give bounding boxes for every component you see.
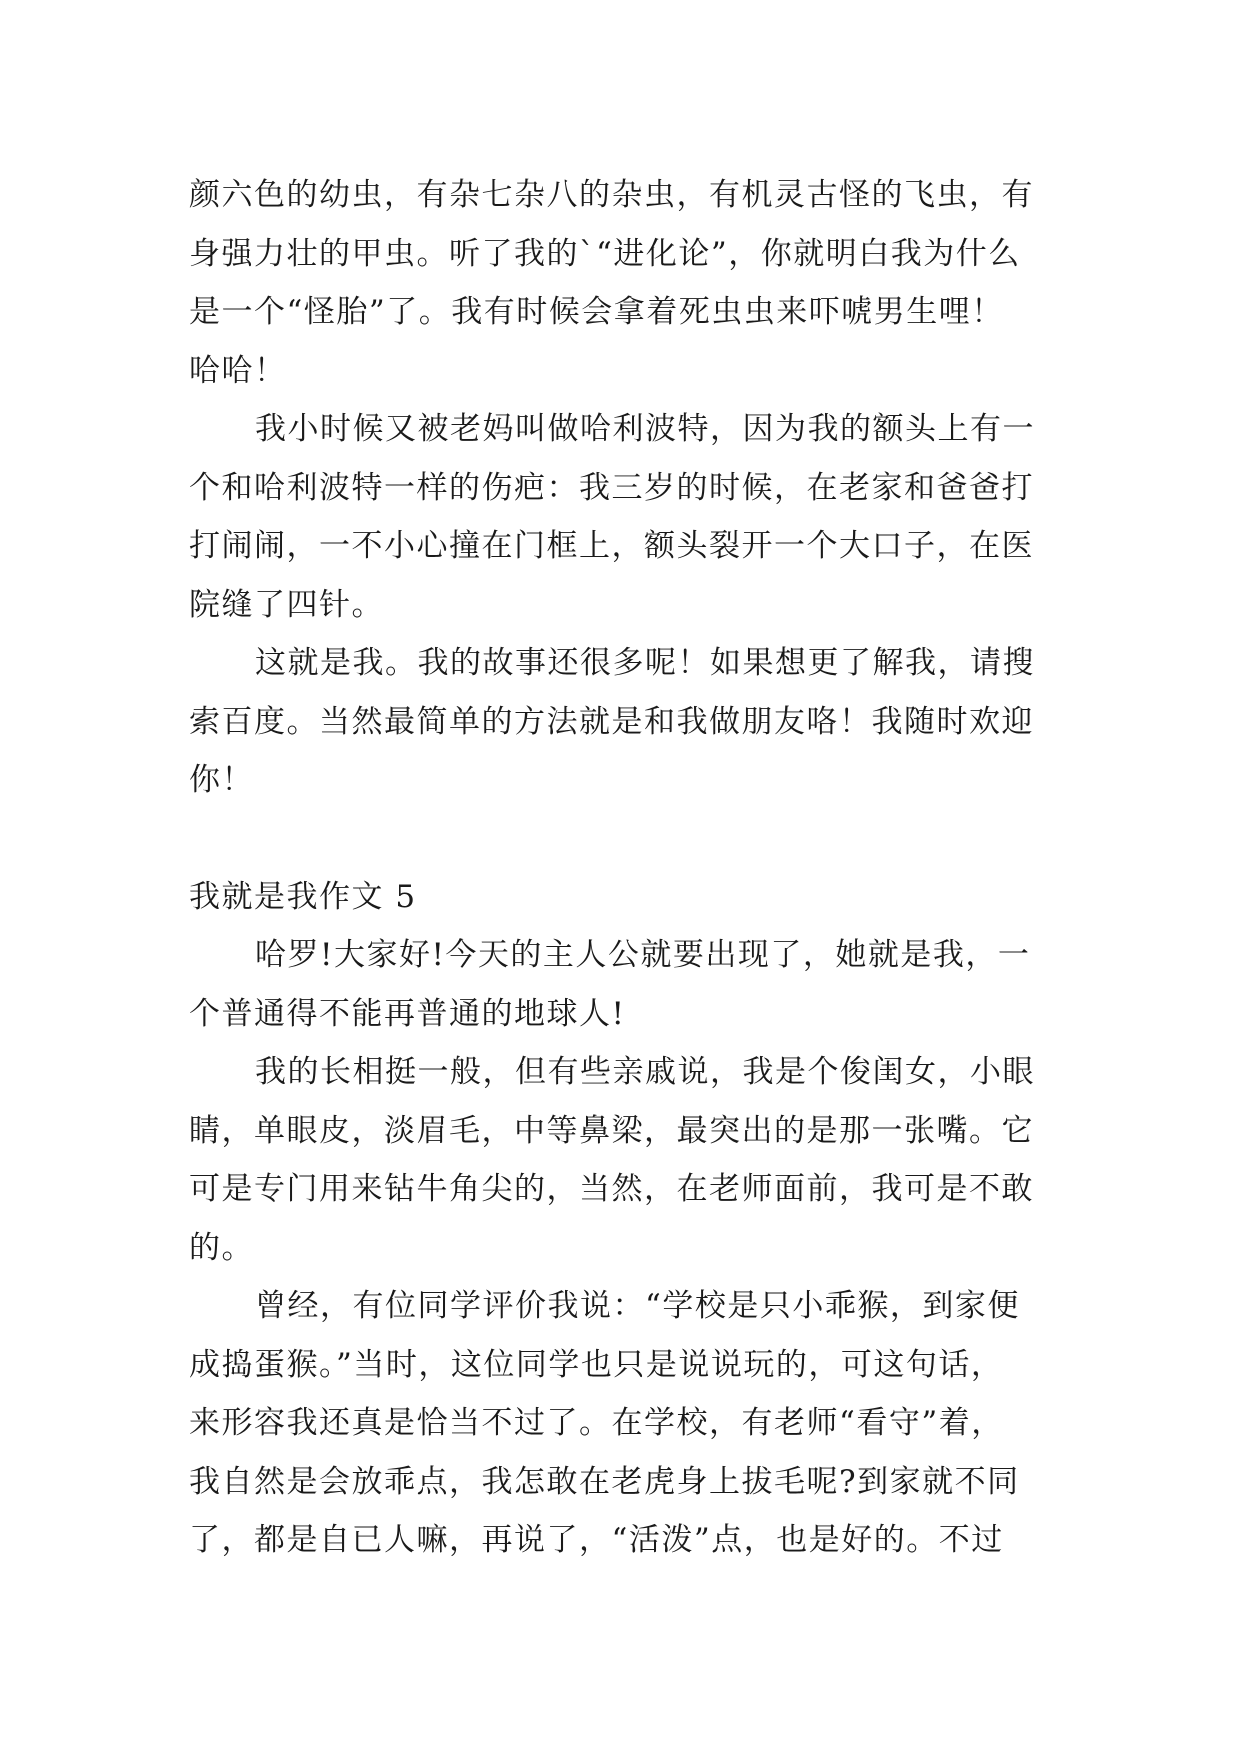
text-line: 曾经，有位同学评价我说：“学校是只小乖猴，到家便	[255, 1288, 1020, 1324]
text-line: 哈哈！	[189, 352, 287, 389]
text-line: 索百度。当然最简单的方法就是和我做朋友咯！我随时欢迎	[189, 703, 1034, 740]
section-title: 我就是我作文 5	[189, 878, 417, 915]
text-line: 我的长相挺一般，但有些亲戚说，我是个俊闺女，小眼	[255, 1054, 1035, 1090]
paragraph	[189, 166, 1055, 400]
text-line: 院缝了四针。	[189, 586, 384, 623]
text-line: 的。	[189, 1229, 254, 1266]
text-line: 成捣蛋猴。”当时，这位同学也只是说说玩的，可这句话，	[189, 1346, 1004, 1383]
paragraph	[189, 926, 1055, 1043]
text-line: 了，都是自已人嘛，再说了，“活泼”点，也是好的。不过	[189, 1522, 1004, 1558]
paragraph	[189, 1277, 1055, 1570]
document-body	[189, 166, 1055, 1570]
text-line: 打闹闹，一不小心撞在门框上，额头裂开一个大口子，在医	[189, 528, 1034, 564]
text-line: 这就是我。我的故事还很多呢！如果想更了解我，请搜	[255, 645, 1035, 681]
text-line: 你！	[189, 762, 254, 798]
text-line: 身强力壮的甲虫。听了我的`“进化论”，你就明白我为什么	[189, 235, 1021, 272]
text-line: 个和哈利波特一样的伤疤：我三岁的时候，在老家和爸爸打	[189, 469, 1034, 506]
paragraph	[189, 1043, 1055, 1277]
text-line: 是一个“怪胎”了。我有时候会拿着死虫虫来吓唬男生哩！	[189, 294, 1004, 330]
text-line: 我小时候又被老妈叫做哈利波特，因为我的额头上有一	[255, 411, 1035, 447]
paragraph	[189, 634, 1055, 810]
paragraph	[189, 400, 1055, 634]
text-line: 来形容我还真是恰当不过了。在学校，有老师“看守”着，	[189, 1405, 1004, 1441]
text-line: 睛，单眼皮，淡眉毛，中等鼻梁，最突出的是那一张嘴。它	[189, 1112, 1034, 1149]
text-line: 个普通得不能再普通的地球人!	[189, 995, 626, 1032]
text-line: 可是专门用来钻牛角尖的，当然，在老师面前，我可是不敢	[189, 1171, 1034, 1207]
text-line: 颜六色的幼虫，有杂七杂八的杂虫，有机灵古怪的飞虫，有	[189, 177, 1034, 213]
section-gap	[189, 810, 1055, 868]
text-line: 哈罗!大家好!今天的主人公就要出现了，她就是我，一	[255, 937, 1031, 973]
text-line: 我自然是会放乖点，我怎敢在老虎身上拔毛呢?到家就不同	[189, 1463, 1020, 1500]
